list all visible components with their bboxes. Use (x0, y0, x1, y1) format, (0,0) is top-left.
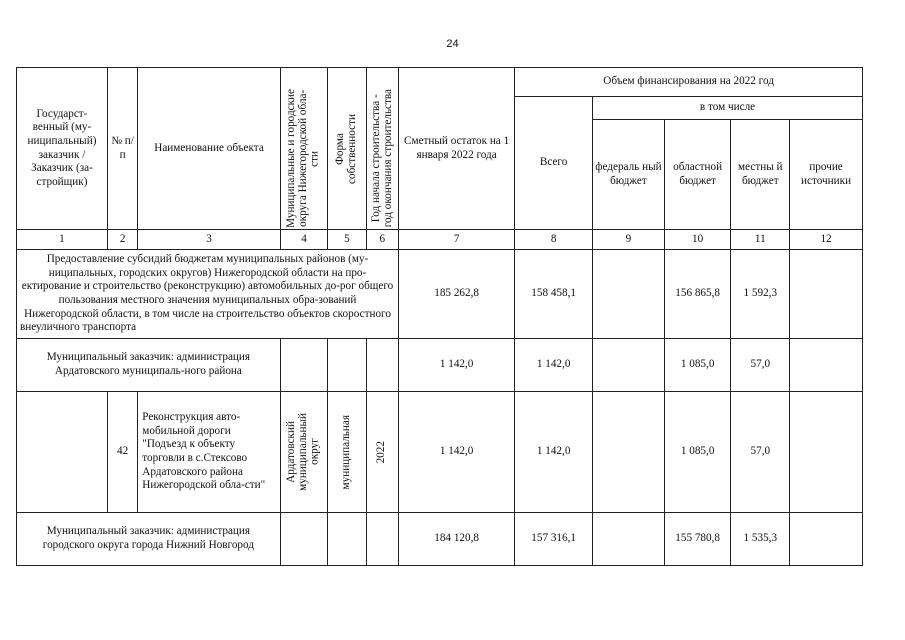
cell-municipality (280, 339, 328, 392)
header-name: Наименование объекта (138, 68, 281, 230)
column-number: 7 (399, 230, 515, 250)
header-other: прочие источники (790, 120, 863, 230)
cell-total: 1 142,0 (515, 339, 593, 392)
cell-federal (593, 513, 665, 566)
column-number: 12 (790, 230, 863, 250)
header-federal: федераль ный бюджет (593, 120, 665, 230)
cell-local: 57,0 (731, 392, 790, 513)
header-years: Год начала строительства - год окончания строительства (366, 68, 398, 230)
cell-other (790, 513, 863, 566)
cell-ownership (328, 339, 366, 392)
header-local: местны й бюджет (731, 120, 790, 230)
column-number: 1 (17, 230, 108, 250)
cell-federal (593, 250, 665, 339)
cell-federal (593, 339, 665, 392)
cell-municipality (280, 513, 328, 566)
header-num: № п/п (107, 68, 137, 230)
cell-total: 158 458,1 (515, 250, 593, 339)
cell-local: 57,0 (731, 339, 790, 392)
cell-regional: 155 780,8 (664, 513, 731, 566)
cell-customer (17, 392, 108, 513)
section-title: Предоставление субсидий бюджетам муниципальных районов (му-ниципальных, городских округов) Нижегородской области на про-ектирование и строительство (реконструкцию) автомобильных до-рог общего пользования местного значения муниципальных обра-зований Нижегородской области, в том числе на строительство объектов скоростного внеуличного транспорта (17, 250, 399, 339)
header-including: в том числе (593, 97, 863, 120)
column-number: 11 (731, 230, 790, 250)
cell-years (366, 339, 398, 392)
cell-ownership: муниципальная (328, 392, 366, 513)
customer-title: Муниципальный заказчик: администрация Ардатовского муниципаль-ного района (17, 339, 281, 392)
cell-federal (593, 392, 665, 513)
cell-regional: 156 865,8 (664, 250, 731, 339)
column-numbers-row (17, 230, 863, 250)
column-number: 3 (138, 230, 281, 250)
header-customer: Государст-венный (му-ниципальный) заказчик / Заказчик (за-стройщик) (17, 68, 108, 230)
table-row (17, 513, 863, 566)
cell-balance: 1 142,0 (399, 339, 515, 392)
cell-years: 2022 (366, 392, 398, 513)
cell-balance: 1 142,0 (399, 392, 515, 513)
column-number: 5 (328, 230, 366, 250)
cell-other (790, 339, 863, 392)
cell-ownership (328, 513, 366, 566)
header-municipality: Муниципальные и городские округа Нижегородской обла- сти (280, 68, 328, 230)
header-total: Всего (515, 97, 593, 230)
table-row (17, 339, 863, 392)
cell-years (366, 513, 398, 566)
cell-regional: 1 085,0 (664, 392, 731, 513)
cell-local: 1 535,3 (731, 513, 790, 566)
cell-total: 157 316,1 (515, 513, 593, 566)
header-ownership: Форма собственности (328, 68, 366, 230)
column-number: 9 (593, 230, 665, 250)
customer-title: Муниципальный заказчик: администрация городского округа города Нижний Новгород (17, 513, 281, 566)
header-financing: Объем финансирования на 2022 год (515, 68, 863, 97)
object-name: Реконструкция авто-мобильной дороги "Подъезд к объекту торговли в с.Стексово Ардатовского района Нижегородской обла-сти" (138, 392, 281, 513)
table-row (17, 250, 863, 339)
column-number: 2 (107, 230, 137, 250)
column-number: 10 (664, 230, 731, 250)
cell-balance: 185 262,8 (399, 250, 515, 339)
cell-other (790, 392, 863, 513)
cell-other (790, 250, 863, 339)
cell-total: 1 142,0 (515, 392, 593, 513)
table-row (17, 392, 863, 513)
header-balance: Сметный остаток на 1 января 2022 года (399, 68, 515, 230)
cell-num: 42 (107, 392, 137, 513)
column-number: 6 (366, 230, 398, 250)
cell-balance: 184 120,8 (399, 513, 515, 566)
header-regional: областной бюджет (664, 120, 731, 230)
column-number: 8 (515, 230, 593, 250)
financing-table (16, 67, 863, 566)
column-number: 4 (280, 230, 328, 250)
cell-regional: 1 085,0 (664, 339, 731, 392)
page-number: 24 (446, 38, 459, 50)
cell-local: 1 592,3 (731, 250, 790, 339)
cell-municipality: Ардатовский муниципальный округ (280, 392, 328, 513)
